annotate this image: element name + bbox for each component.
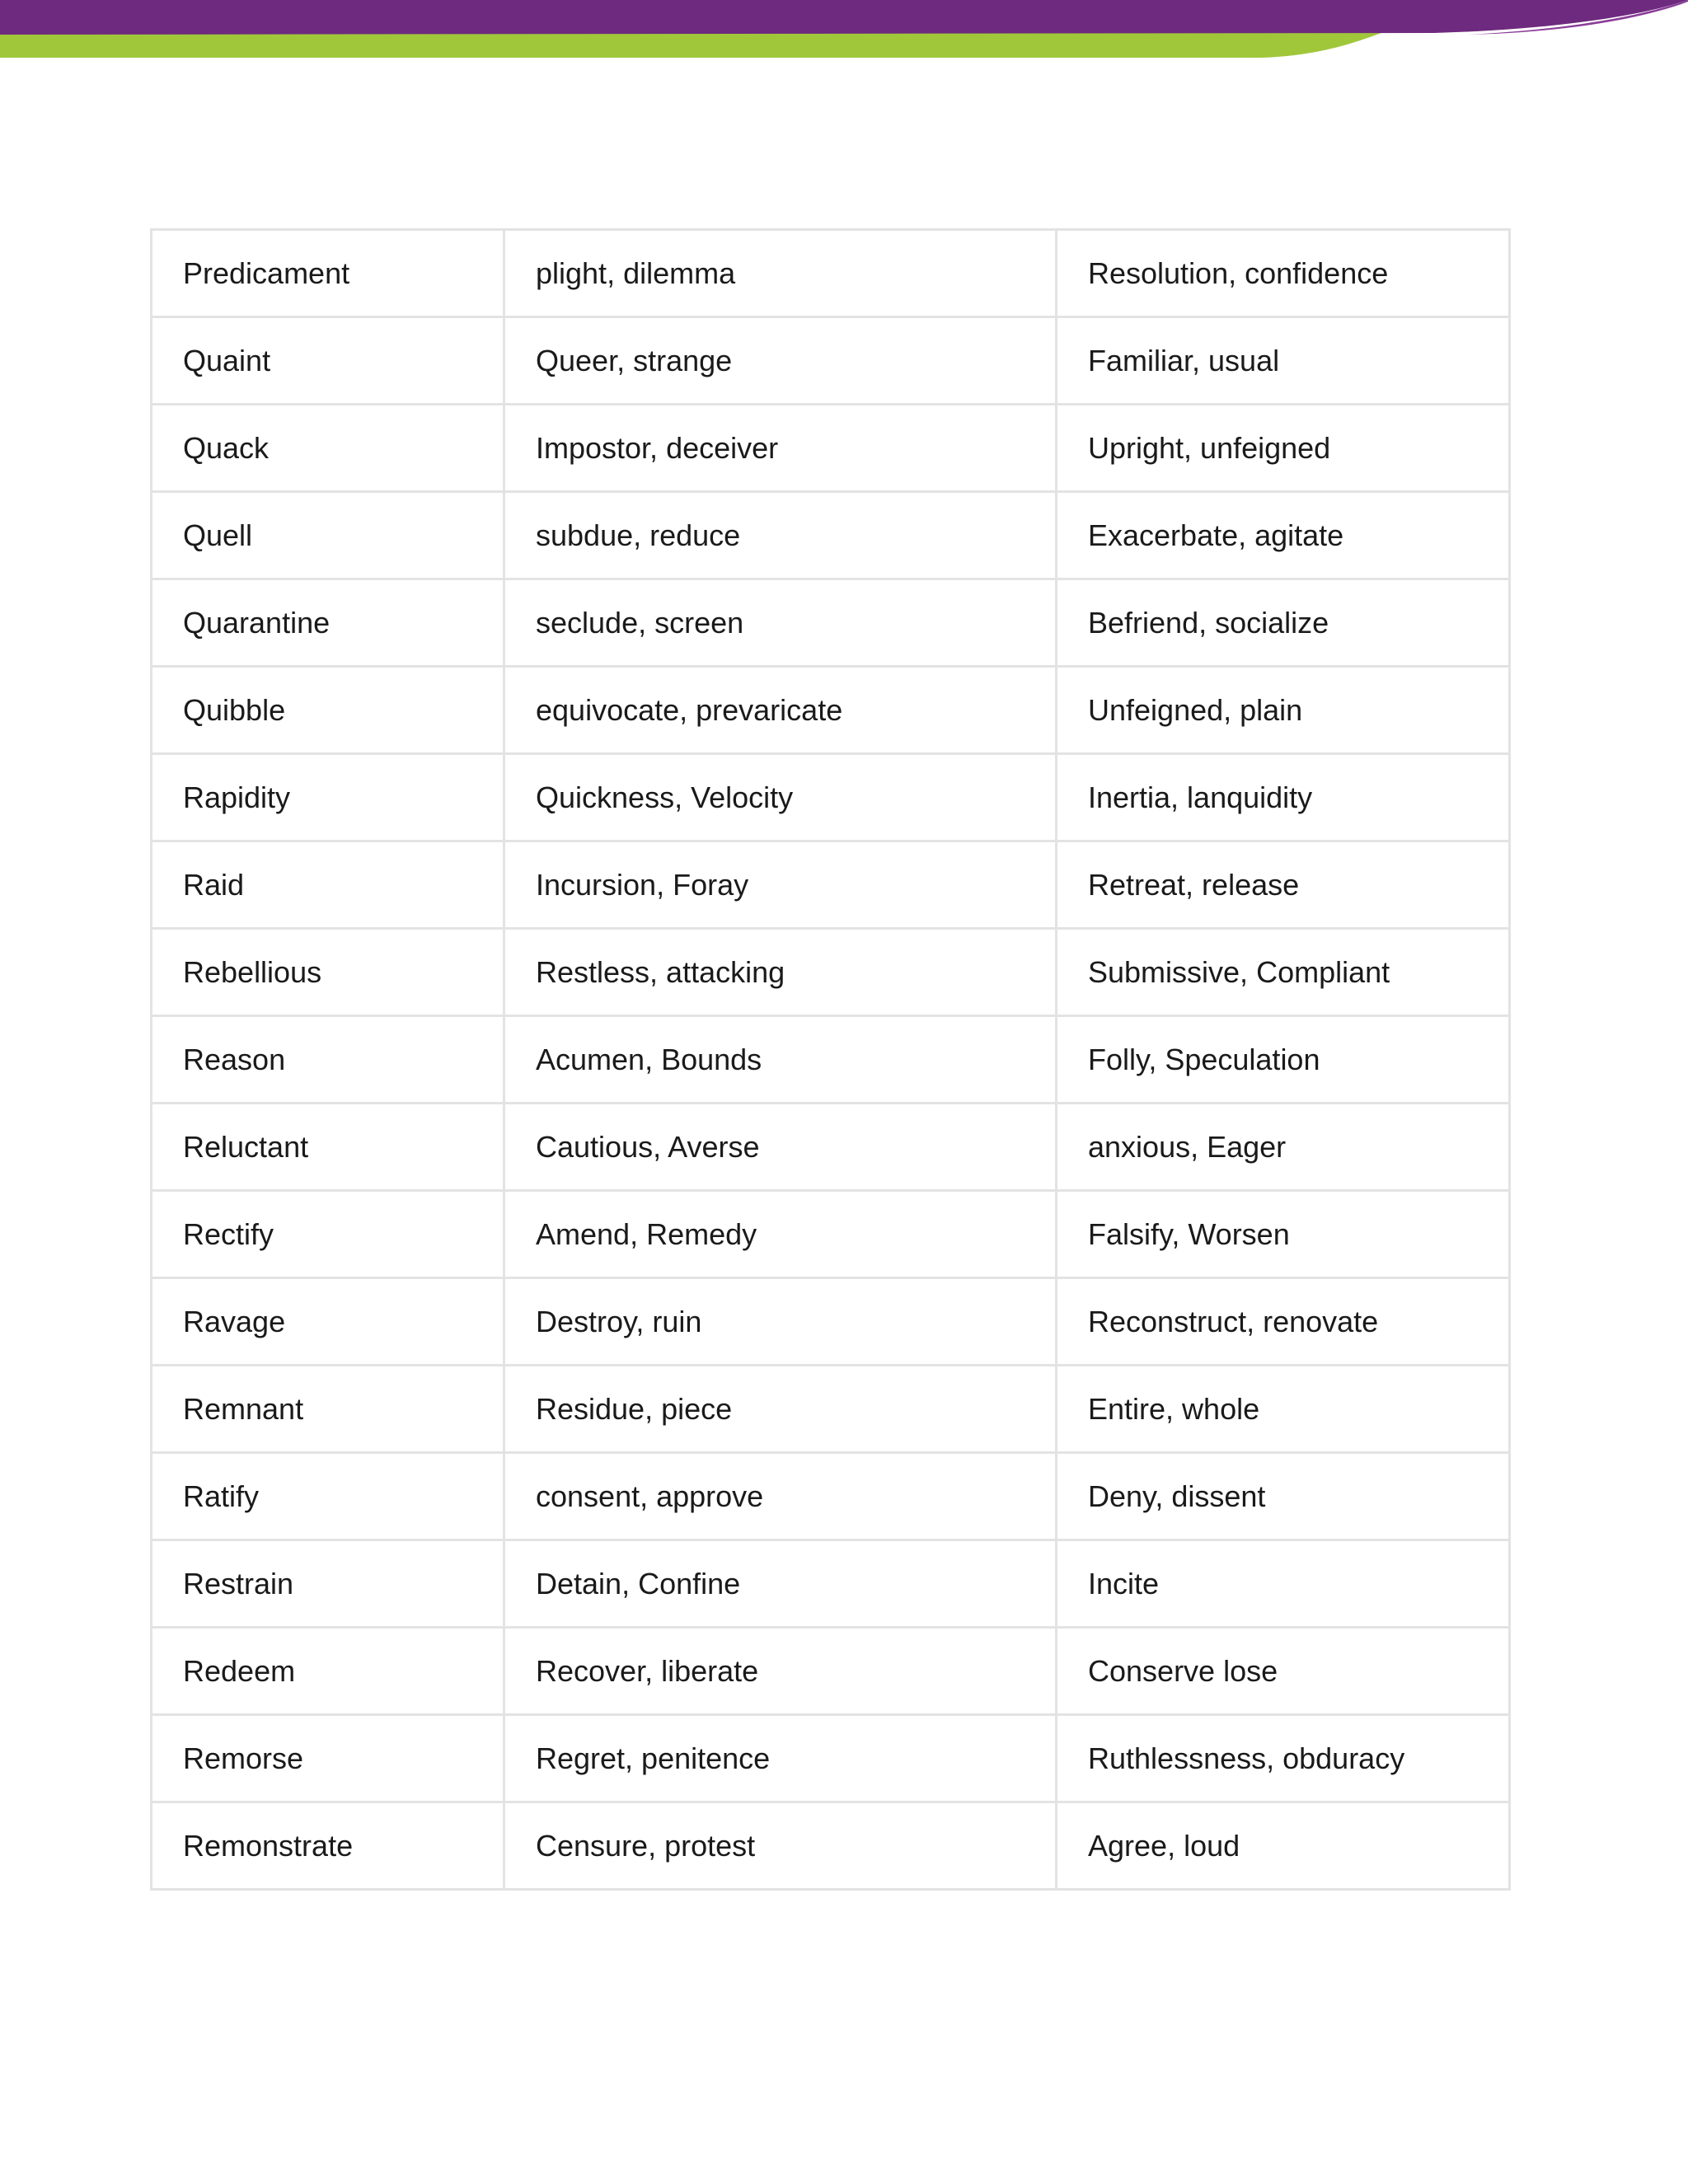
table-row (152, 667, 1510, 754)
table-row (152, 1191, 1510, 1278)
antonyms-cell: Resolution, confidence (1057, 230, 1510, 317)
antonyms-cell: Falsify, Worsen (1057, 1191, 1510, 1278)
word-cell: Quibble (152, 667, 504, 754)
table-row (152, 405, 1510, 492)
synonyms-cell: Censure, protest (504, 1802, 1057, 1890)
synonyms-cell: Detain, Confine (504, 1540, 1057, 1628)
antonyms-cell: Retreat, release (1057, 841, 1510, 929)
antonyms-cell: Incite (1057, 1540, 1510, 1628)
synonyms-cell: Restless, attacking (504, 929, 1057, 1016)
table-row (152, 1540, 1510, 1628)
table-row (152, 230, 1510, 317)
word-cell: Remorse (152, 1715, 504, 1802)
vocabulary-table (150, 228, 1511, 1891)
word-cell: Quaint (152, 317, 504, 405)
synonyms-cell: Destroy, ruin (504, 1278, 1057, 1366)
word-cell: Remnant (152, 1366, 504, 1453)
synonyms-cell: Amend, Remedy (504, 1191, 1057, 1278)
word-cell: Restrain (152, 1540, 504, 1628)
word-cell: Rapidity (152, 754, 504, 841)
word-cell: Rebellious (152, 929, 504, 1016)
word-cell: Reason (152, 1016, 504, 1104)
antonyms-cell: Befriend, socialize (1057, 579, 1510, 667)
table-row (152, 1453, 1510, 1540)
word-cell: Quell (152, 492, 504, 579)
antonyms-cell: Familiar, usual (1057, 317, 1510, 405)
table-row (152, 317, 1510, 405)
synonyms-cell: subdue, reduce (504, 492, 1057, 579)
word-cell: Redeem (152, 1628, 504, 1715)
table-row (152, 754, 1510, 841)
antonyms-cell: Inertia, lanquidity (1057, 754, 1510, 841)
table-row (152, 1802, 1510, 1890)
antonyms-cell: Ruthlessness, obduracy (1057, 1715, 1510, 1802)
word-cell: Quack (152, 405, 504, 492)
synonyms-cell: Acumen, Bounds (504, 1016, 1057, 1104)
word-cell: Ratify (152, 1453, 504, 1540)
antonyms-cell: Agree, loud (1057, 1802, 1510, 1890)
table-row (152, 1715, 1510, 1802)
antonyms-cell: Upright, unfeigned (1057, 405, 1510, 492)
synonyms-cell: Regret, penitence (504, 1715, 1057, 1802)
antonyms-cell: Unfeigned, plain (1057, 667, 1510, 754)
header-banner (0, 0, 1688, 66)
table-row (152, 492, 1510, 579)
antonyms-cell: Entire, whole (1057, 1366, 1510, 1453)
synonyms-cell: plight, dilemma (504, 230, 1057, 317)
table-row (152, 579, 1510, 667)
antonyms-cell: Exacerbate, agitate (1057, 492, 1510, 579)
vocabulary-table-body (152, 230, 1510, 1890)
word-cell: Reluctant (152, 1104, 504, 1191)
table-row (152, 841, 1510, 929)
antonyms-cell: Folly, Speculation (1057, 1016, 1510, 1104)
synonyms-cell: Queer, strange (504, 317, 1057, 405)
synonyms-cell: Recover, liberate (504, 1628, 1057, 1715)
synonyms-cell: consent, approve (504, 1453, 1057, 1540)
word-cell: Raid (152, 841, 504, 929)
antonyms-cell: Submissive, Compliant (1057, 929, 1510, 1016)
synonyms-cell: equivocate, prevaricate (504, 667, 1057, 754)
synonyms-cell: Incursion, Foray (504, 841, 1057, 929)
synonyms-cell: Impostor, deceiver (504, 405, 1057, 492)
antonyms-cell: anxious, Eager (1057, 1104, 1510, 1191)
antonyms-cell: Conserve lose (1057, 1628, 1510, 1715)
table-row (152, 1016, 1510, 1104)
table-row (152, 929, 1510, 1016)
table-row (152, 1278, 1510, 1366)
table-row (152, 1104, 1510, 1191)
word-cell: Predicament (152, 230, 504, 317)
antonyms-cell: Reconstruct, renovate (1057, 1278, 1510, 1366)
banner-purple-stripe (0, 0, 1688, 35)
word-cell: Remonstrate (152, 1802, 504, 1890)
synonyms-cell: seclude, screen (504, 579, 1057, 667)
word-cell: Rectify (152, 1191, 504, 1278)
table-row (152, 1628, 1510, 1715)
word-cell: Ravage (152, 1278, 504, 1366)
table-row (152, 1366, 1510, 1453)
word-cell: Quarantine (152, 579, 504, 667)
antonyms-cell: Deny, dissent (1057, 1453, 1510, 1540)
synonyms-cell: Quickness, Velocity (504, 754, 1057, 841)
synonyms-cell: Residue, piece (504, 1366, 1057, 1453)
synonyms-cell: Cautious, Averse (504, 1104, 1057, 1191)
